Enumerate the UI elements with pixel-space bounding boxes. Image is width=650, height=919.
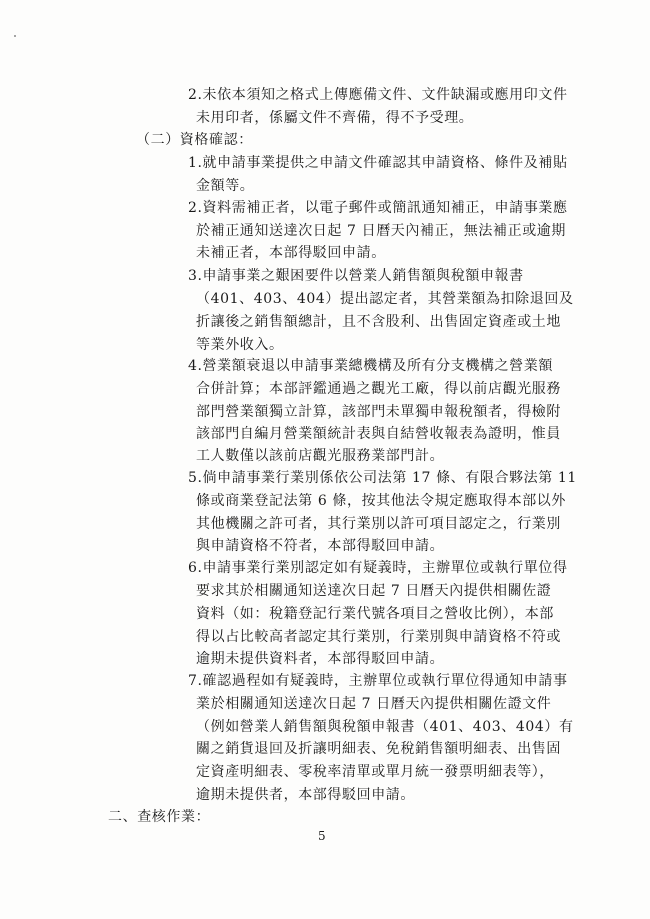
item-6-line-1: 6.申請事業行業別認定如有疑義時，主辦單位或執行單位得 (188, 560, 568, 576)
item-3-line-1: 3.申請事業之艱困要件以營業人銷售額與稅額申報書 (188, 268, 524, 284)
item-7-line-5: 定資產明細表、零稅率清單或單月統一發票明細表等）， (196, 764, 554, 780)
item-5-line-1: 5.倘申請事業行業別係依公司法第 17 條、有限合夥法第 11 (188, 470, 577, 486)
item-7-line-3: （例如營業人銷售額與稅額申報書（401、403、404）有 (196, 719, 574, 735)
item-2-line-1: 2.資料需補正者，以電子郵件或簡訊通知補正，申請事業應 (188, 200, 568, 216)
item-5-line-2: 條或商業登記法第 6 條，按其他法令規定應取得本部以外 (196, 493, 567, 509)
item-5-line-4: 與申請資格不符者，本部得駁回申請。 (196, 538, 445, 554)
item-4-line-4: 該部門自編月營業額統計表與自結營收報表為證明，惟員 (196, 426, 561, 442)
prev-item-2-line-2: 未用印者，係屬文件不齊備，得不予受理。 (196, 110, 474, 126)
item-7-line-2: 業於相關通知送達次日起 7 日曆天內提供相關佐證文件 (196, 696, 552, 712)
item-2-line-2: 於補正通知送達次日起 7 日曆天內補正，無法補正或逾期 (196, 223, 567, 239)
scan-speck (14, 35, 16, 37)
item-6-line-4: 得以占比較高者認定其行業別，行業別與申請資格不符或 (196, 629, 561, 645)
page-number: 5 (318, 829, 326, 843)
item-3-line-3: 折讓後之銷售額總計，且不含股利、出售固定資產或土地 (196, 314, 561, 330)
item-6-line-3: 資料（如：稅籍登記行業代號各項目之營收比例），本部 (196, 606, 554, 622)
section-heading-qualification: （二）資格確認： (136, 132, 253, 148)
item-1-line-1: 1.就申請事業提供之申請文件確認其申請資格、條件及補貼 (188, 155, 568, 171)
item-4-line-3: 部門營業額獨立計算，該部門未單獨申報稅額者，得檢附 (196, 404, 561, 420)
item-4-line-2: 合併計算；本部評鑑通過之觀光工廠，得以前店觀光服務 (196, 381, 561, 397)
item-2-line-3: 未補正者，本部得駁回申請。 (196, 245, 386, 261)
item-1-line-2: 金額等。 (196, 178, 255, 194)
item-7-line-4: 關之銷貨退回及折讓明細表、免稅銷售額明細表、出售固 (196, 741, 561, 757)
item-3-line-2: （401、403、404）提出認定者，其營業額為扣除退回及 (196, 291, 574, 307)
item-7-line-1: 7.確認過程如有疑義時，主辦單位或執行單位得通知申請事 (188, 673, 568, 689)
item-6-line-2: 要求其於相關通知送達次日起 7 日曆天內提供相關佐證 (196, 583, 552, 599)
item-7-line-6: 逾期未提供者，本部得駁回申請。 (196, 787, 415, 803)
item-4-line-1: 4.營業額衰退以申請事業總機構及所有分支機構之營業額 (188, 358, 553, 374)
section-heading-audit: 二、查核作業： (108, 809, 211, 825)
item-6-line-5: 逾期未提供資料者，本部得駁回申請。 (196, 651, 445, 667)
item-4-line-5: 工人數僅以該前店觀光服務業部門計。 (196, 448, 445, 464)
item-5-line-3: 其他機關之許可者，其行業別以許可項目認定之，行業別 (196, 516, 561, 532)
prev-item-2-line-1: 2.未依本須知之格式上傳應備文件、文件缺漏或應用印文件 (188, 87, 568, 103)
item-3-line-4: 等業外收入。 (196, 337, 284, 353)
